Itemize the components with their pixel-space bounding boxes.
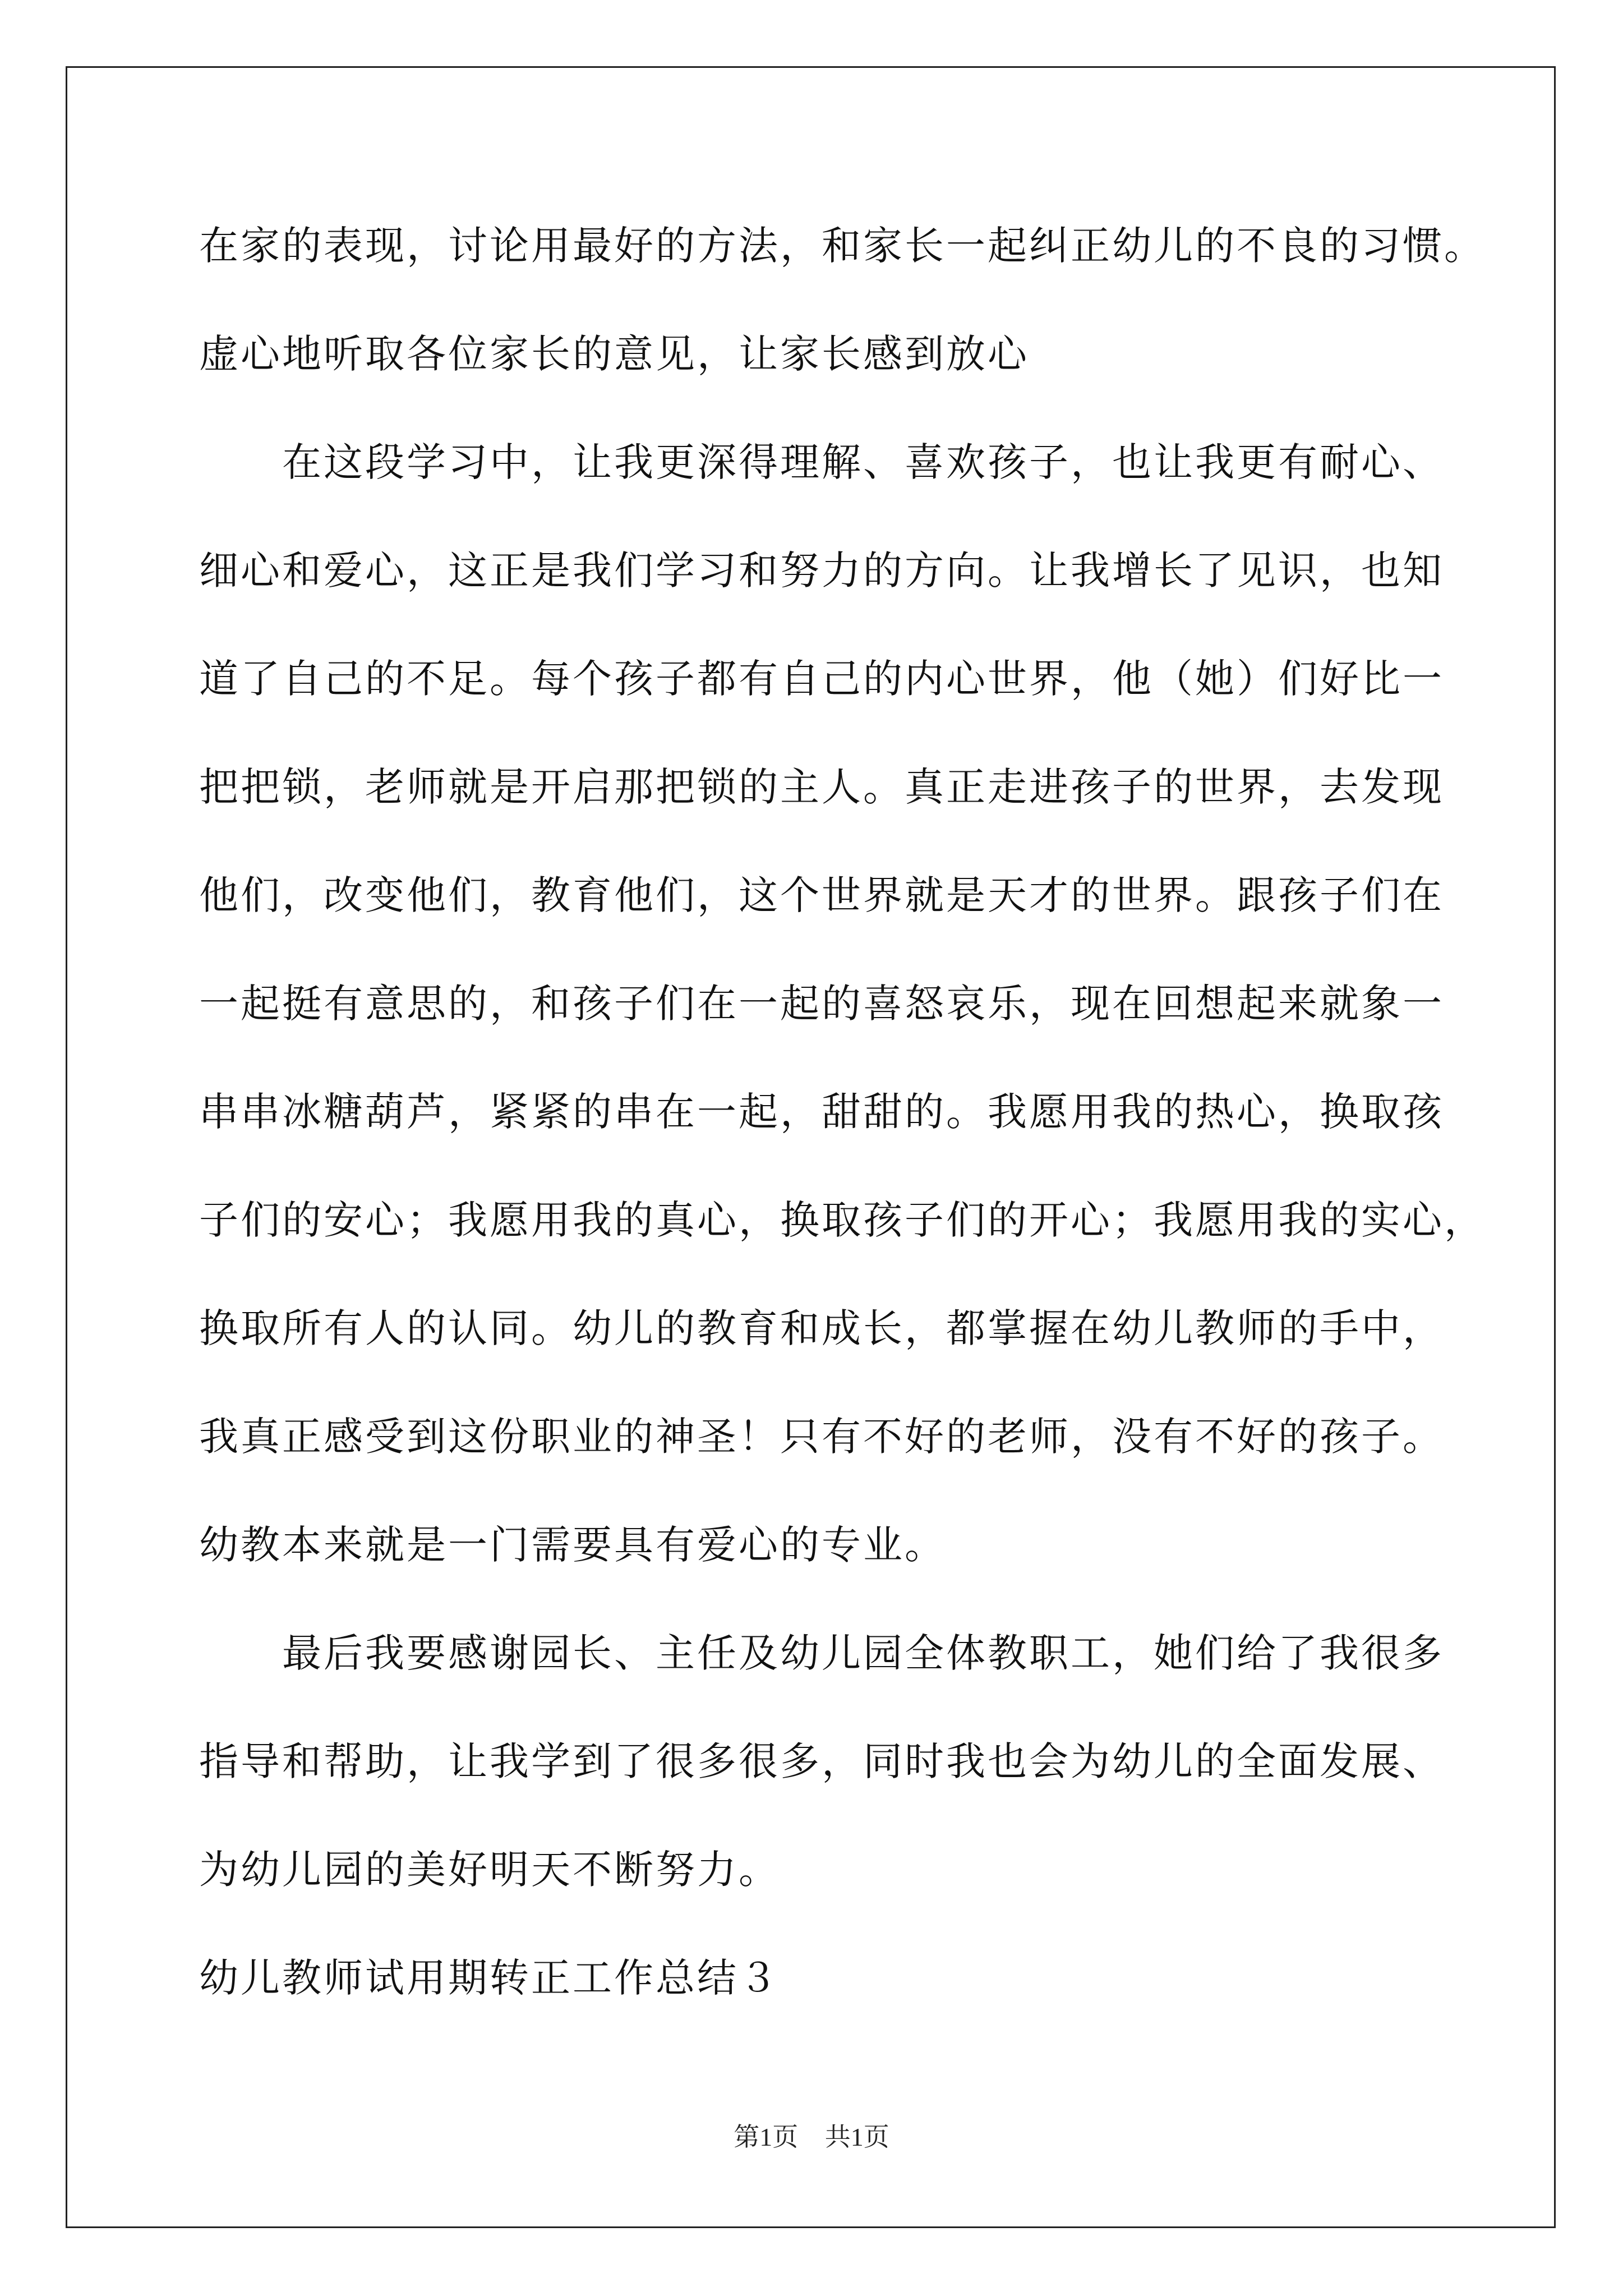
paragraph-start-line: 最后我要感谢园长、主任及幼儿园全体教职工，她们给了我很多 [199,1630,1444,1676]
text-line: 细心和爱心，这正是我们学习和努力的方向。让我增长了见识，也知 [199,547,1444,593]
text-line: 串串冰糖葫芦，紧紧的串在一起，甜甜的。我愿用我的热心，换取孩 [199,1089,1444,1135]
paragraph-start-line: 在这段学习中，让我更深得理解、喜欢孩子，也让我更有耐心、 [199,439,1444,485]
page-number-total: 共1页 [824,2123,889,2151]
text-line: 在家的表现，讨论用最好的方法，和家长一起纠正幼儿的不良的习惯。 [199,223,1486,269]
section-heading: 幼儿教师试用期转正工作总结３ [199,1955,780,2001]
page-footer [0,2120,1623,2154]
text-line: 虚心地听取各位家长的意见，让家长感到放心 [199,331,1029,377]
text-line: 幼教本来就是一门需要具有爱心的专业。 [199,1522,946,1568]
text-line: 换取所有人的认同。幼儿的教育和成长，都掌握在幼儿教师的手中， [199,1305,1444,1351]
page-border [66,66,1556,2228]
text-line: 一起挺有意思的，和孩子们在一起的喜怒哀乐，现在回想起来就象一 [199,981,1444,1027]
page-number-current: 第1页 [734,2123,799,2151]
text-line: 把把锁，老师就是开启那把锁的主人。真正走进孩子的世界，去发现 [199,764,1444,810]
text-line: 子们的安心；我愿用我的真心，换取孩子们的开心；我愿用我的实心， [199,1197,1486,1243]
text-line: 为幼儿园的美好明天不断努力。 [199,1847,780,1893]
text-line: 指导和帮助，让我学到了很多很多，同时我也会为幼儿的全面发展、 [199,1738,1444,1784]
text-line: 他们，改变他们，教育他们，这个世界就是天才的世界。跟孩子们在 [199,872,1444,918]
text-line: 我真正感受到这份职业的神圣！只有不好的老师，没有不好的孩子。 [199,1414,1444,1460]
text-line: 道了自己的不足。每个孩子都有自己的内心世界，他（她）们好比一 [199,656,1444,702]
